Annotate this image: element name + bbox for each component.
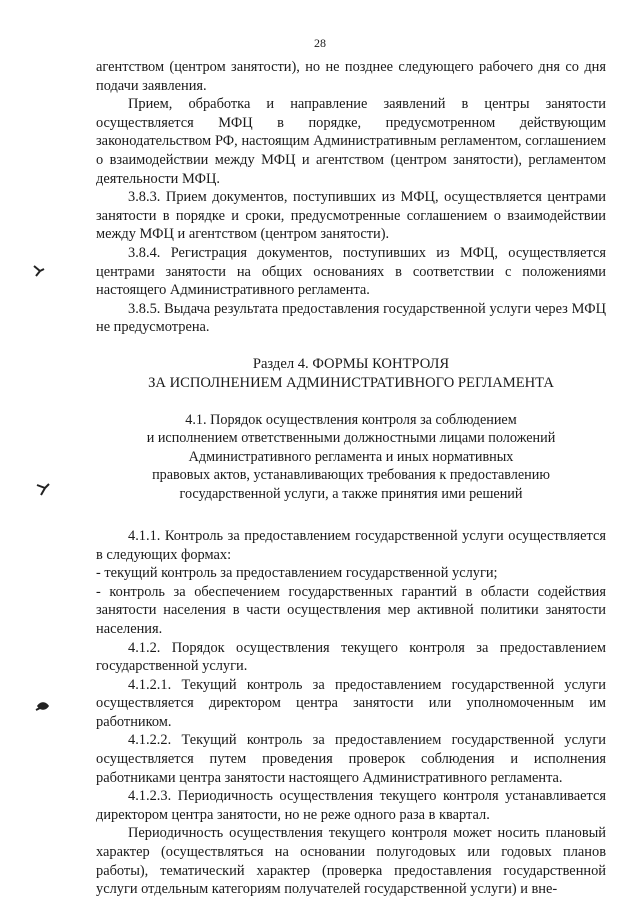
section-heading-line: ЗА ИСПОЛНЕНИЕМ АДМИНИСТРАТИВНОГО РЕГЛАМЕНТА (148, 374, 554, 391)
paragraph: 3.8.5. Выдача результата предоставления государственной услуги через МФЦ не предусмотрена. (96, 300, 606, 336)
list-item: - контроль за обеспечением государственных гарантий в области содействия занятости населения в части осуществления мер активной политики занятости населения. (96, 583, 606, 637)
section-heading (96, 355, 606, 393)
document-body (96, 58, 606, 899)
paragraph: Прием, обработка и направление заявлений в центры занятости осуществляется МФЦ в порядке, предусмотренном действующим законодательством РФ, настоящим Административным регламентом, соглашением о взаимодействии между МФЦ и агентством (центром занятости), регламентом деятельности МФЦ. (96, 96, 606, 187)
margin-mark-1 (30, 262, 48, 280)
paragraph: 4.1.2.3. Периодичность осуществления текущего контроля устанавливается директором центра занятости, но не реже одного раза в квартал. (96, 788, 606, 823)
paragraph: 4.1.2.2. Текущий контроль за предоставлением государственной услуги осуществляется путем проведения проверок соблюдения и исполнения работниками центра занятости настоящего Административного регламента. (96, 732, 606, 786)
subsection-heading-line: 4.1. Порядок осуществления контроля за соблюдением (185, 411, 517, 428)
paragraphs-bottom (96, 527, 606, 899)
paragraph: 4.1.2.1. Текущий контроль за предоставлением государственной услуги осуществляется директором центра занятости или уполномоченным им работником. (96, 676, 606, 730)
subsection-heading-line: правовых актов, устанавливающих требования к предоставлению (152, 467, 550, 484)
subsection-heading-line: государственной услуги, а также принятия ими решений (179, 485, 523, 502)
list-item: - текущий контроль за предоставлением государственной услуги; (96, 565, 498, 582)
subsection-heading (96, 411, 606, 503)
page-number: 28 (314, 36, 326, 50)
paragraph: Периодичность осуществления текущего контроля может носить плановый характер (осуществляться на основании полугодовых или годовых планов работы), тематический характер (проверка предоставления государственной услуги отдельным категориям получателей государственной услуги) и вне- (96, 825, 606, 898)
subsection-heading-line: и исполнением ответственными должностными лицами положений (146, 430, 556, 447)
margin-mark-2 (34, 480, 52, 498)
paragraph: 3.8.4. Регистрация документов, поступивших из МФЦ, осуществляется центрами занятости на общих основаниях в соответствии с положениями настоящего Административного регламента. (96, 244, 606, 299)
paragraph: агентством (центром занятости), но не позднее следующего рабочего дня со дня подачи заявления. (96, 59, 606, 94)
paragraph: 4.1.2. Порядок осуществления текущего контроля за предоставлением государственной услуги. (96, 639, 606, 675)
margin-mark-3 (34, 698, 52, 716)
paragraph: 4.1.1. Контроль за предоставлением государственной услуги осуществляется в следующих формах: (96, 527, 606, 563)
paragraph: 3.8.3. Прием документов, поступивших из МФЦ, осуществляется центрами занятости в порядке и сроки, предусмотренные соглашением о взаимодействии между МФЦ и агентством (центром занятости). (96, 189, 606, 243)
section-heading-line: Раздел 4. ФОРМЫ КОНТРОЛЯ (252, 355, 450, 372)
paragraphs-top (96, 58, 606, 337)
subsection-heading-line: Административного регламента и иных нормативных (188, 448, 514, 465)
